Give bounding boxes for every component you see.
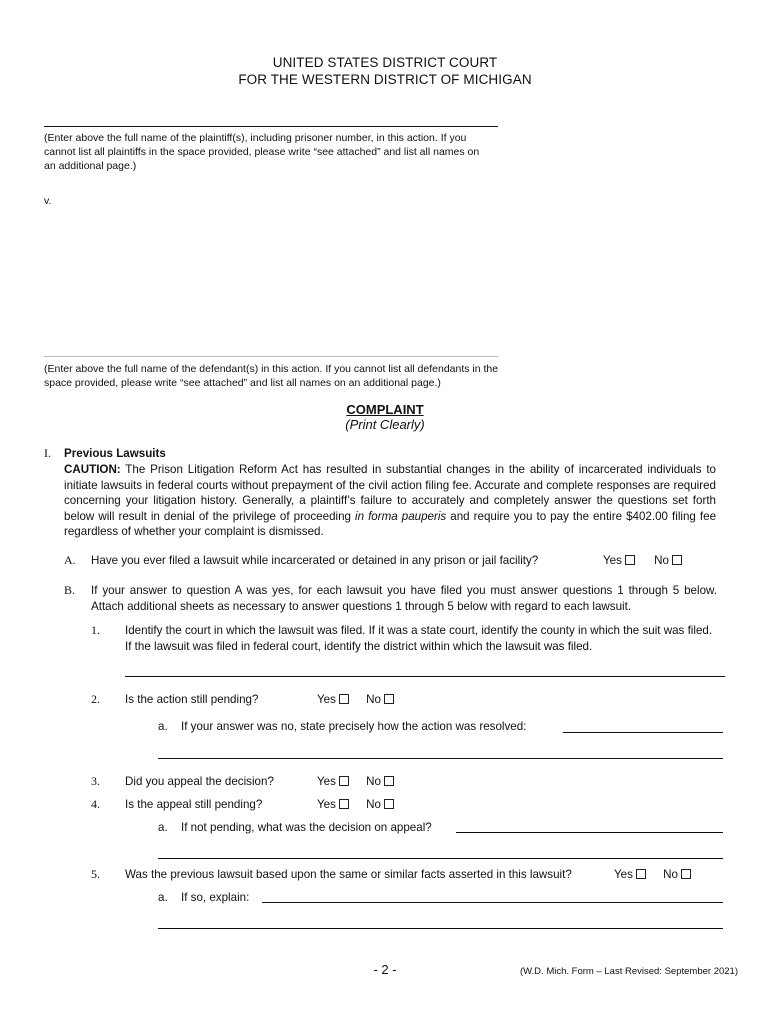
question-5-text: Was the previous lawsuit based upon the same or similar facts asserted in this lawsuit? <box>125 868 572 881</box>
question-5a-answer-field[interactable] <box>262 888 723 903</box>
yes-label: Yes <box>317 798 336 811</box>
checkbox-icon[interactable] <box>384 776 394 786</box>
plaintiff-name-field[interactable] <box>44 112 498 127</box>
checkbox-icon[interactable] <box>384 799 394 809</box>
caution-text-a: The Prison Litigation Reform Act has resulted in substantial changes in the ability of incarcerated individuals to initiate lawsuits in federal courts without prepayment of the civil action filing fee. Accurate and complete responses are required concerning your litigation history. Generally, a plaintiff’s failure to accurately and completely answer the questions set forth below will result in denial of the privilege of proceeding <box>64 463 716 523</box>
yes-option-4[interactable] <box>317 797 349 813</box>
no-label: No <box>654 554 669 567</box>
question-2a-text: If your answer was no, state precisely how the action was resolved: <box>181 720 527 733</box>
question-4a-label: a. <box>158 821 168 834</box>
checkbox-icon[interactable] <box>384 694 394 704</box>
plaintiff-instructions: (Enter above the full name of the plaintiff(s), including prisoner number, in this action. If you cannot list all plaintiffs in the space provided, please write “see attached” and list all names on an additional page.) <box>44 132 480 172</box>
question-3-options <box>317 774 394 790</box>
question-1-answer-field[interactable] <box>125 662 725 677</box>
checkbox-icon[interactable] <box>672 555 682 565</box>
caution-italic: in forma pauperis <box>355 509 447 523</box>
question-4a-answer-field-2[interactable] <box>158 844 723 859</box>
question-1-label: 1. <box>91 623 100 637</box>
no-option-4[interactable] <box>366 797 394 813</box>
checkbox-icon[interactable] <box>339 776 349 786</box>
complaint-title: COMPLAINT <box>346 402 424 417</box>
versus-label: v. <box>44 195 52 207</box>
checkbox-icon[interactable] <box>625 555 635 565</box>
question-4-options <box>317 797 394 813</box>
question-b-text: If your answer to question A was yes, for each lawsuit you have filed you must answer questions 1 through 5 below. Attach additional sheets as necessary to answer questions 1 through 5 below with regard to each lawsuit. <box>91 584 717 613</box>
question-2a-label: a. <box>158 720 168 733</box>
question-a-options <box>603 553 682 569</box>
yes-label: Yes <box>317 775 336 788</box>
question-1-text: Identify the court in which the lawsuit was filed. If it was a state court, identify the county in which the suit was filed. If the lawsuit was filed in federal court, identify the district within which the lawsuit was filed. <box>125 624 713 653</box>
question-5a-answer-field-2[interactable] <box>158 914 723 929</box>
checkbox-icon[interactable] <box>339 694 349 704</box>
yes-label: Yes <box>603 554 622 567</box>
no-label: No <box>663 868 678 881</box>
form-revision: (W.D. Mich. Form – Last Revised: September 2021) <box>519 966 738 977</box>
yes-option-a[interactable] <box>603 553 635 569</box>
no-label: No <box>366 798 381 811</box>
checkbox-icon[interactable] <box>339 799 349 809</box>
yes-label: Yes <box>317 693 336 706</box>
question-5-label: 5. <box>91 867 100 881</box>
defendant-name-field[interactable] <box>44 342 498 357</box>
question-4a-answer-field[interactable] <box>456 818 723 833</box>
question-b-label: B. <box>64 583 76 597</box>
yes-option-3[interactable] <box>317 774 349 790</box>
question-2a-answer-field-2[interactable] <box>158 744 723 759</box>
caution-text-b: and require you to pay the entire $402.00 filing fee regardless of whether your complaint is dismissed. <box>64 509 717 538</box>
court-name-line2: FOR THE WESTERN DISTRICT OF MICHIGAN <box>238 72 532 87</box>
no-option-2[interactable] <box>366 692 394 708</box>
question-5a-text: If so, explain: <box>181 891 250 904</box>
question-2-text: Is the action still pending? <box>125 693 259 706</box>
section-heading: Previous Lawsuits <box>64 447 166 460</box>
page-number: - 2 - <box>373 962 397 977</box>
question-2a-answer-field[interactable] <box>563 718 723 733</box>
caution-label: CAUTION: <box>64 463 121 476</box>
question-a-text: Have you ever filed a lawsuit while incarcerated or detained in any prison or jail facility? <box>91 554 539 567</box>
complaint-subtitle: (Print Clearly) <box>345 417 425 432</box>
question-5-options <box>614 867 691 883</box>
no-label: No <box>366 693 381 706</box>
no-option-5[interactable] <box>663 867 691 883</box>
question-4-text: Is the appeal still pending? <box>125 798 263 811</box>
caution-paragraph <box>64 462 716 540</box>
question-3-text: Did you appeal the decision? <box>125 775 274 788</box>
question-2-label: 2. <box>91 692 100 706</box>
yes-label: Yes <box>614 868 633 881</box>
no-label: No <box>366 775 381 788</box>
question-2-options <box>317 692 394 708</box>
question-a-label: A. <box>64 553 76 567</box>
no-option-3[interactable] <box>366 774 394 790</box>
question-4-label: 4. <box>91 797 100 811</box>
section-numeral: I. <box>44 446 51 460</box>
checkbox-icon[interactable] <box>636 869 646 879</box>
question-4a-text: If not pending, what was the decision on appeal? <box>181 821 432 834</box>
court-name-line1: UNITED STATES DISTRICT COURT <box>272 55 498 70</box>
question-3-label: 3. <box>91 774 100 788</box>
yes-option-2[interactable] <box>317 692 349 708</box>
checkbox-icon[interactable] <box>681 869 691 879</box>
defendant-instructions: (Enter above the full name of the defendant(s) in this action. If you cannot list all defendants in the space provided, please write “see attached” and list all names on an additional page.) <box>44 363 499 389</box>
yes-option-5[interactable] <box>614 867 646 883</box>
question-5a-label: a. <box>158 891 168 904</box>
no-option-a[interactable] <box>654 553 682 569</box>
